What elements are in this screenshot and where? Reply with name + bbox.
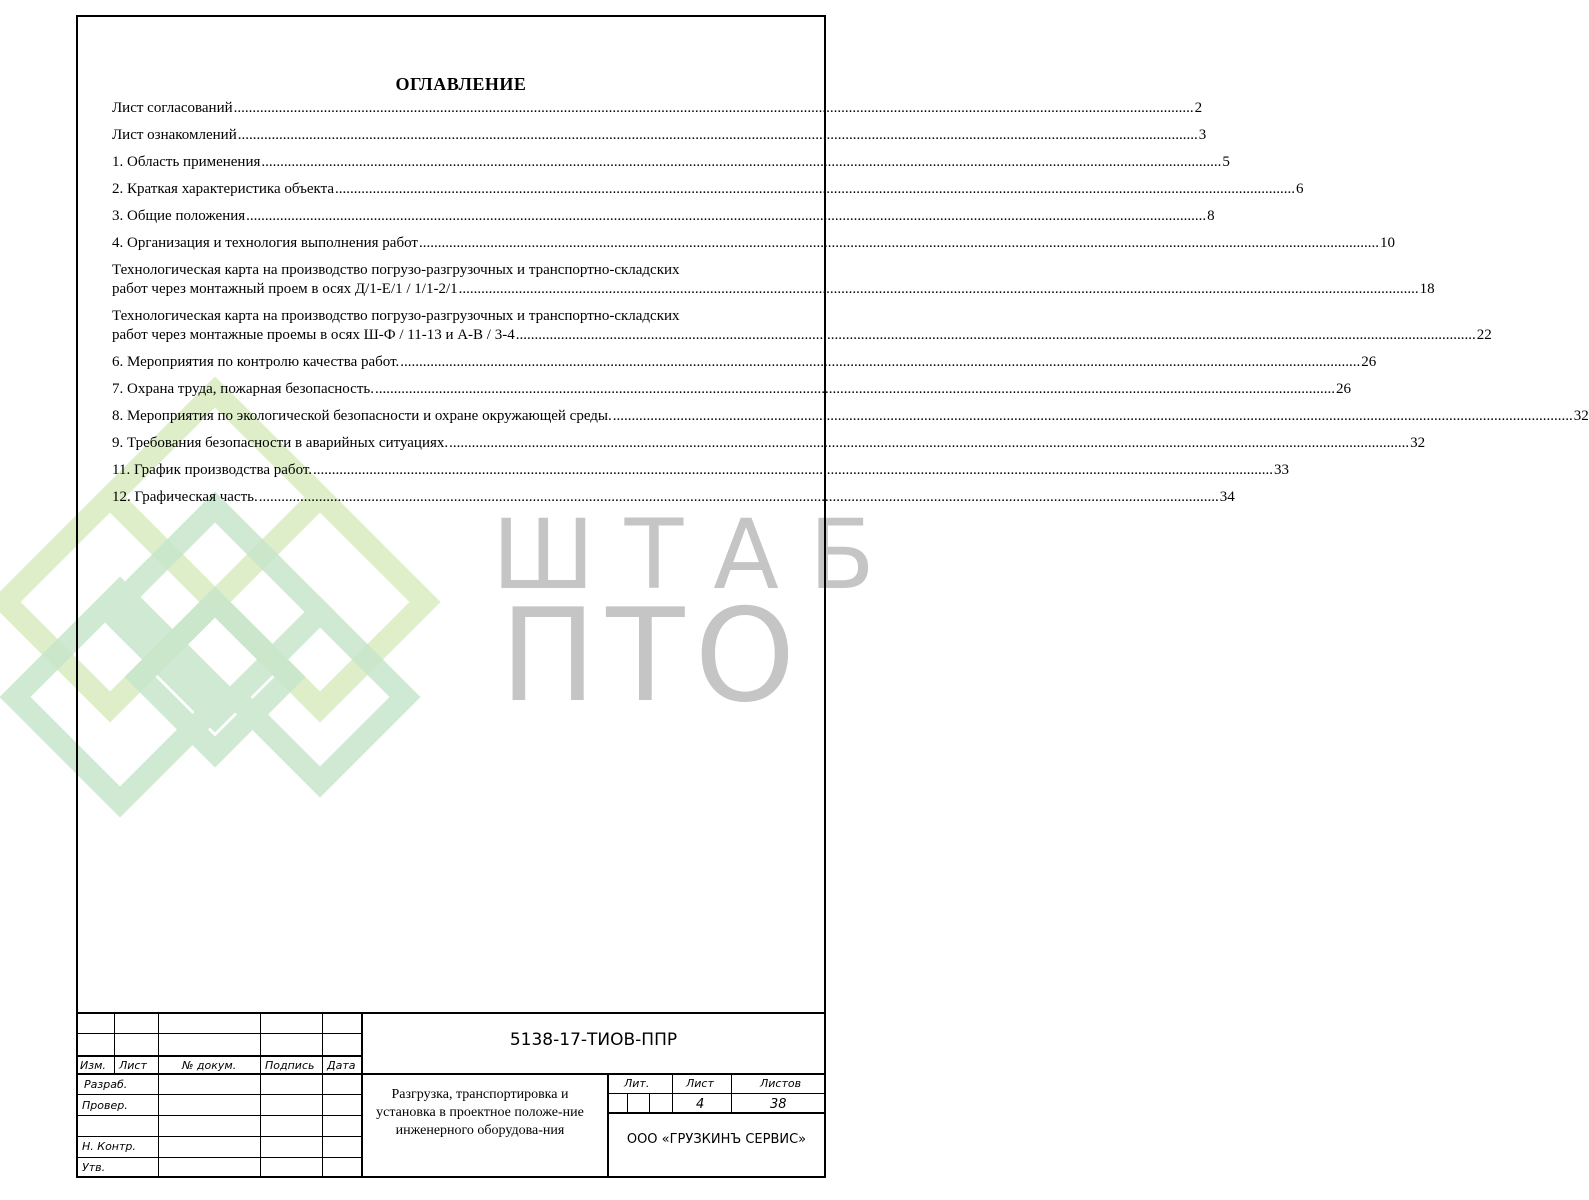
toc-page-number: 32 [1410,435,1426,451]
toc-entry-title: 3. Общие положения [112,208,246,224]
toc-leader-dots [259,488,1219,507]
watermark-line2: ПТО [500,582,806,731]
toc-page-number: 5 [1222,154,1230,170]
header-list: Лист [119,1059,147,1072]
watermark-line1: ШТАБ [492,499,905,611]
title-block [76,1012,826,1178]
toc-page-number: 3 [1198,127,1207,143]
toc-page-number: 22 [1476,327,1492,343]
toc-entry[interactable] [112,153,1230,172]
toc-entry-title: 1. Область применения [112,154,261,170]
toc-page-number: 6 [1296,181,1304,197]
toc-leader-dots [459,280,1419,299]
header-doc-no: № докум. [182,1059,237,1072]
toc-leader-dots [335,180,1295,199]
table-of-contents [112,74,1589,515]
toc-leader-dots [449,434,1409,453]
toc-leader-dots [238,126,1198,145]
toc-entry-title: 9. Требования безопасности в аварийных ситуациях. [112,435,449,451]
toc-entry-title: 2. Краткая характеристика объекта [112,181,335,197]
toc-entry[interactable] [112,353,1377,372]
toc-entry-title: работ через монтажные проемы в осях Ш-Ф / 11-13 и А-В / 3-4 [112,327,515,343]
toc-entry-title: Лист ознакомлений [112,127,237,143]
toc-list [112,99,1589,507]
toc-entry-title: 8. Мероприятия по экологической безопасности и охране окружающей среды. [112,408,612,424]
toc-entry-title: Технологическая карта на производство погрузо-разгрузочных и транспортно-складских [112,262,680,278]
toc-page-number: 34 [1219,489,1235,505]
toc-page-number: 8 [1207,208,1215,224]
toc-leader-dots [419,234,1379,253]
toc-page-number: 32 [1573,408,1589,424]
toc-leader-dots [234,99,1194,118]
organization-name: ООО «ГРУЗКИНЪ СЕРВИС» [626,1132,807,1147]
toc-leader-dots [400,353,1360,372]
toc-entry[interactable] [112,99,1203,118]
sheets-total: 38 [770,1097,787,1112]
toc-entry[interactable] [112,261,1435,299]
lit-label: Лит. [624,1077,650,1090]
toc-entry[interactable] [112,234,1395,253]
toc-leader-dots [375,380,1335,399]
toc-page-number: 2 [1194,100,1203,116]
role-razrab: Разраб. [84,1078,128,1091]
toc-entry[interactable] [112,461,1290,480]
toc-entry-title: 7. Охрана труда, пожарная безопасность. [112,381,374,397]
toc-entry[interactable] [112,407,1589,426]
header-date: Дата [327,1059,356,1072]
document-description: Разгрузка, транспортировка и установка в проектное положе-ние инженерного оборудова-ния [376,1087,584,1138]
toc-page-number: 26 [1335,381,1351,397]
toc-leader-dots [246,207,1206,226]
toc-entry-title: 4. Организация и технология выполнения работ [112,235,418,251]
role-prover: Провер. [82,1099,128,1112]
toc-page-number: 33 [1274,462,1290,478]
toc-leader-dots [313,461,1273,480]
toc-entry[interactable] [112,126,1207,145]
toc-entry-title: 6. Мероприятия по контролю качества работ. [112,354,400,370]
toc-entry[interactable] [112,380,1351,399]
header-izm: Изм. [80,1059,106,1072]
toc-entry-title: Технологическая карта на производство погрузо-разгрузочных и транспортно-складских [112,308,680,324]
toc-title: ОГЛАВЛЕНИЕ [395,74,527,94]
toc-entry[interactable] [112,307,1492,345]
sheets-label: Листов [760,1077,802,1090]
toc-entry[interactable] [112,488,1235,507]
toc-leader-dots [261,153,1221,172]
toc-entry[interactable] [112,434,1426,453]
document-code: 5138-17-ТИОВ-ППР [509,1030,678,1050]
toc-page-number: 10 [1379,235,1395,251]
toc-entry-title: 11. График производства работ. [112,462,313,478]
header-sign: Подпись [265,1059,315,1072]
sheet-label: Лист [686,1077,714,1090]
toc-page-number: 26 [1361,354,1377,370]
role-n-kontr: Н. Контр. [82,1140,136,1153]
toc-entry-title: Лист согласований [112,100,233,116]
sheet-number: 4 [696,1097,705,1112]
toc-page-number: 18 [1419,281,1435,297]
toc-entry[interactable] [112,180,1304,199]
toc-entry-title: работ через монтажный проем в осях Д/1-Е/1 / 1/1-2/1 [112,281,458,297]
toc-leader-dots [516,326,1476,345]
role-utv: Утв. [82,1161,106,1174]
toc-entry[interactable] [112,207,1215,226]
toc-entry-title: 12. Графическая часть. [112,489,258,505]
toc-leader-dots [613,407,1573,426]
